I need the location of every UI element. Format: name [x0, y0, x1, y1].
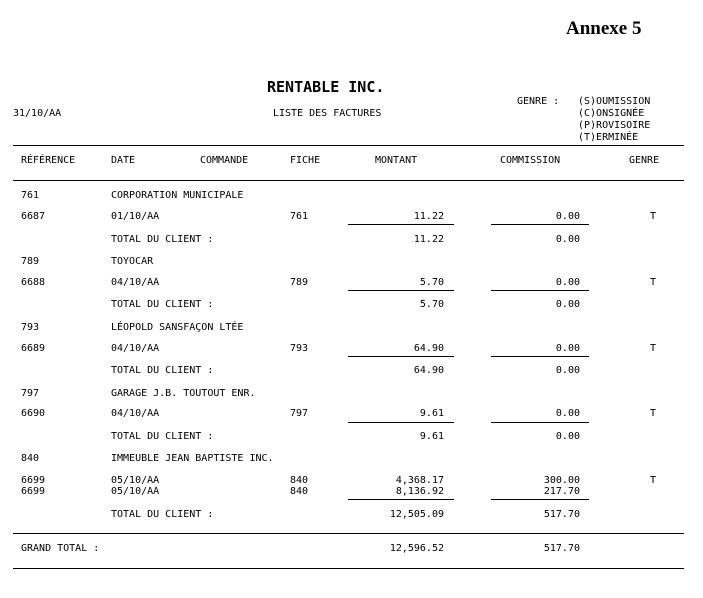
col-header-montant: MONTANT	[375, 155, 418, 166]
underline	[491, 224, 589, 225]
invoice-date: 04/10/AA	[111, 408, 160, 419]
client-total-montant: 64.90	[413, 365, 444, 376]
divider	[13, 145, 684, 146]
client-total-montant: 12,505.09	[389, 509, 444, 520]
invoice-ref: 6689	[21, 343, 46, 354]
invoice-fiche: 761	[290, 211, 309, 222]
divider	[13, 533, 684, 534]
client-name: CORPORATION MUNICIPALE	[111, 190, 244, 201]
genre-legend-line: (P)ROVISOIRE	[578, 120, 651, 131]
client-total-label: TOTAL DU CLIENT :	[111, 234, 214, 245]
invoice-date: 05/10/AA	[111, 486, 160, 497]
invoice-commission: 0.00	[555, 277, 580, 288]
invoice-montant: 64.90	[413, 343, 444, 354]
invoice-date: 05/10/AA	[111, 475, 160, 486]
client-ref: 797	[21, 388, 40, 399]
invoice-commission: 0.00	[555, 343, 580, 354]
genre-legend-line: (C)ONSIGNÉE	[578, 108, 645, 119]
grand-total-commission: 517.70	[543, 543, 580, 554]
client-total-label: TOTAL DU CLIENT :	[111, 365, 214, 376]
divider	[13, 568, 684, 569]
invoice-date: 04/10/AA	[111, 343, 160, 354]
client-name: LÉOPOLD SANSFAÇON LTÉE	[111, 322, 244, 333]
invoice-fiche: 789	[290, 277, 309, 288]
client-ref: 793	[21, 322, 40, 333]
underline	[491, 499, 589, 500]
invoice-genre: T	[650, 277, 657, 288]
invoice-fiche: 797	[290, 408, 309, 419]
client-total-label: TOTAL DU CLIENT :	[111, 299, 214, 310]
invoice-ref: 6688	[21, 277, 46, 288]
client-total-commission: 0.00	[555, 234, 580, 245]
client-total-montant: 11.22	[413, 234, 444, 245]
grand-total-montant: 12,596.52	[389, 543, 444, 554]
genre-legend-line: (T)ERMINÉE	[578, 132, 639, 143]
invoice-date: 04/10/AA	[111, 277, 160, 288]
report-title: LISTE DES FACTURES	[273, 108, 382, 119]
underline	[348, 290, 454, 291]
client-ref: 840	[21, 453, 40, 464]
client-total-montant: 9.61	[419, 431, 444, 442]
invoice-montant: 4,368.17	[395, 475, 444, 486]
invoice-fiche: 793	[290, 343, 309, 354]
genre-legend-label: GENRE :	[517, 96, 560, 107]
invoice-date: 01/10/AA	[111, 211, 160, 222]
client-name: TOYOCAR	[111, 256, 154, 267]
client-total-commission: 0.00	[555, 431, 580, 442]
invoice-genre: T	[650, 343, 657, 354]
invoice-genre: T	[650, 211, 657, 222]
invoice-montant: 11.22	[413, 211, 444, 222]
client-name: GARAGE J.B. TOUTOUT ENR.	[111, 388, 256, 399]
client-name: IMMEUBLE JEAN BAPTISTE INC.	[111, 453, 274, 464]
invoice-montant: 9.61	[419, 408, 444, 419]
invoice-commission: 300.00	[543, 475, 580, 486]
client-total-commission: 517.70	[543, 509, 580, 520]
underline	[348, 422, 454, 423]
divider	[13, 180, 684, 181]
col-header-commission: COMMISSION	[500, 155, 561, 166]
grand-total-label: GRAND TOTAL :	[21, 543, 100, 554]
underline	[348, 499, 454, 500]
invoice-genre: T	[650, 475, 657, 486]
client-total-label: TOTAL DU CLIENT :	[111, 431, 214, 442]
col-header-date: DATE	[111, 155, 136, 166]
invoice-commission: 0.00	[555, 211, 580, 222]
invoice-ref: 6690	[21, 408, 46, 419]
company-name: RENTABLE INC.	[267, 78, 385, 96]
client-ref: 789	[21, 256, 40, 267]
underline	[491, 422, 589, 423]
invoice-ref: 6687	[21, 211, 46, 222]
invoice-commission: 0.00	[555, 408, 580, 419]
col-header-commande: COMMANDE	[200, 155, 249, 166]
client-total-commission: 0.00	[555, 365, 580, 376]
invoice-montant: 8,136.92	[395, 486, 444, 497]
client-total-montant: 5.70	[419, 299, 444, 310]
invoice-genre: T	[650, 408, 657, 419]
invoice-montant: 5.70	[419, 277, 444, 288]
client-ref: 761	[21, 190, 40, 201]
col-header-genre: GENRE	[629, 155, 660, 166]
col-header-reference: RÉFÉRENCE	[21, 155, 76, 166]
underline	[348, 356, 454, 357]
underline	[491, 356, 589, 357]
invoice-ref: 6699	[21, 475, 46, 486]
underline	[348, 224, 454, 225]
annexe-label: Annexe 5	[566, 18, 642, 39]
col-header-fiche: FICHE	[290, 155, 321, 166]
invoice-commission: 217.70	[543, 486, 580, 497]
invoice-fiche: 840	[290, 486, 309, 497]
underline	[491, 290, 589, 291]
client-total-label: TOTAL DU CLIENT :	[111, 509, 214, 520]
genre-legend-line: (S)OUMISSION	[578, 96, 651, 107]
client-total-commission: 0.00	[555, 299, 580, 310]
report-date: 31/10/AA	[13, 108, 62, 119]
invoice-ref: 6699	[21, 486, 46, 497]
invoice-fiche: 840	[290, 475, 309, 486]
